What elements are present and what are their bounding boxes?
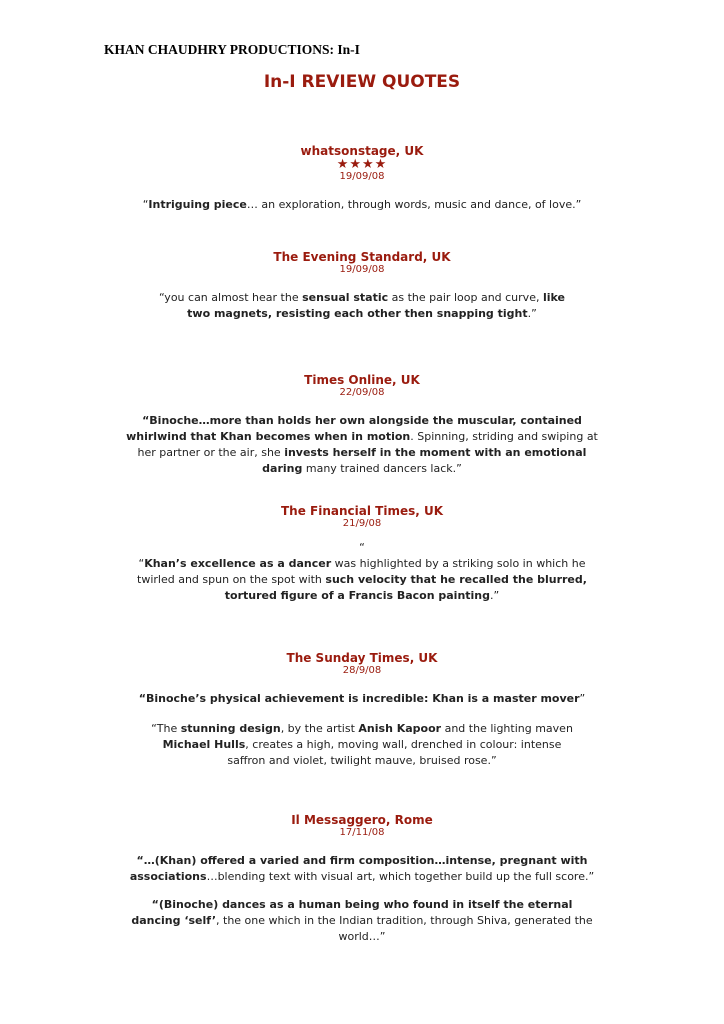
review-il-messaggero xyxy=(0,813,724,945)
quote-emphasis: “(Binoche) dances as a human being who found in itself the eternal dancing ‘self’ xyxy=(131,898,573,927)
review-quote xyxy=(132,556,592,604)
star-rating: ★★★★ xyxy=(336,157,388,172)
quote-text: was highlighted by a striking solo in which he twirled and spun on the spot with xyxy=(137,557,586,586)
quote-emphasis: Michael Hulls xyxy=(162,738,246,751)
quote-emphasis: sensual static xyxy=(302,291,389,304)
review-date: 28/9/08 xyxy=(342,665,382,676)
quote-text: “The xyxy=(151,722,181,735)
quote-emphasis: Khan’s excellence as a dancer xyxy=(144,557,332,570)
quote-emphasis: Intriguing piece xyxy=(148,198,247,211)
quote-text: .” xyxy=(527,307,537,320)
quote-text: “ xyxy=(142,198,149,211)
review-date: 19/09/08 xyxy=(339,264,385,275)
quote-text: and the lighting maven xyxy=(441,722,573,735)
quote-emphasis: such velocity that he recalled the blurred, tortured figure of a Francis Bacon painting xyxy=(224,573,587,602)
quote-emphasis: “…(Khan) offered a varied and firm composition…intense, pregnant with associations xyxy=(129,854,588,883)
quote-text: “you can almost hear the xyxy=(159,291,303,304)
review-quote xyxy=(152,290,572,322)
quote-text: “ xyxy=(138,557,145,570)
review-quote xyxy=(122,413,602,477)
quote-text: …blending text with visual art, which together build up the full score.” xyxy=(206,870,595,883)
review-source: The Sunday Times, UK xyxy=(286,651,438,665)
quote-text: … an exploration, through words, music and dance, of love.” xyxy=(246,198,582,211)
quote-emphasis: “Binoche’s physical achievement is incredible: Khan is a master mover xyxy=(138,692,580,705)
quote-text: , the one which in the Indian tradition, through Shiva, generated the world…” xyxy=(216,914,593,943)
quote-text: , by the artist xyxy=(280,722,359,735)
review-date: 22/09/08 xyxy=(339,387,385,398)
review-evening-standard xyxy=(0,250,724,322)
stray-quote-mark: “ xyxy=(359,541,365,554)
review-date: 21/9/08 xyxy=(342,518,382,529)
quote-emphasis: “Binoche…more than holds her own alongside the muscular, contained whirlwind that Khan becomes when in motion xyxy=(126,414,582,443)
quote-emphasis: like two magnets, resisting each other then snapping tight xyxy=(187,291,565,320)
review-times-online xyxy=(0,373,724,477)
review-financial-times xyxy=(0,504,724,604)
page-title: In-I REVIEW QUOTES xyxy=(263,72,461,92)
document-header: KHAN CHAUDHRY PRODUCTIONS: In-I xyxy=(104,42,360,57)
review-sunday-times xyxy=(0,651,724,769)
quote-text: many trained dancers lack.” xyxy=(302,462,462,475)
quote-text: . Spinning, striding and swiping at her partner or the air, she xyxy=(137,430,598,459)
review-source: The Evening Standard, UK xyxy=(273,250,451,264)
quote-emphasis: Anish Kapoor xyxy=(358,722,442,735)
review-date: 19/09/08 xyxy=(339,171,385,182)
review-source: whatsonstage, UK xyxy=(300,144,424,158)
review-quote xyxy=(102,691,622,707)
quote-text: , creates a high, moving wall, drenched in colour: intense saffron and violet, twilight mauve, bruised rose.” xyxy=(227,738,562,767)
quote-emphasis: stunning design xyxy=(180,722,281,735)
review-date: 17/11/08 xyxy=(339,827,385,838)
review-quote xyxy=(127,897,597,945)
review-quote xyxy=(112,853,612,885)
quote-text: .” xyxy=(490,589,500,602)
review-quote xyxy=(102,197,622,213)
review-source: Il Messaggero, Rome xyxy=(291,813,433,827)
review-source: The Financial Times, UK xyxy=(280,504,444,518)
review-quote xyxy=(147,721,577,769)
review-source: Times Online, UK xyxy=(304,373,420,387)
quote-text: ” xyxy=(579,692,586,705)
quote-emphasis: invests herself in the moment with an emotional daring xyxy=(262,446,587,475)
quote-text: as the pair loop and curve, xyxy=(388,291,543,304)
review-whatsonstage xyxy=(0,144,724,213)
